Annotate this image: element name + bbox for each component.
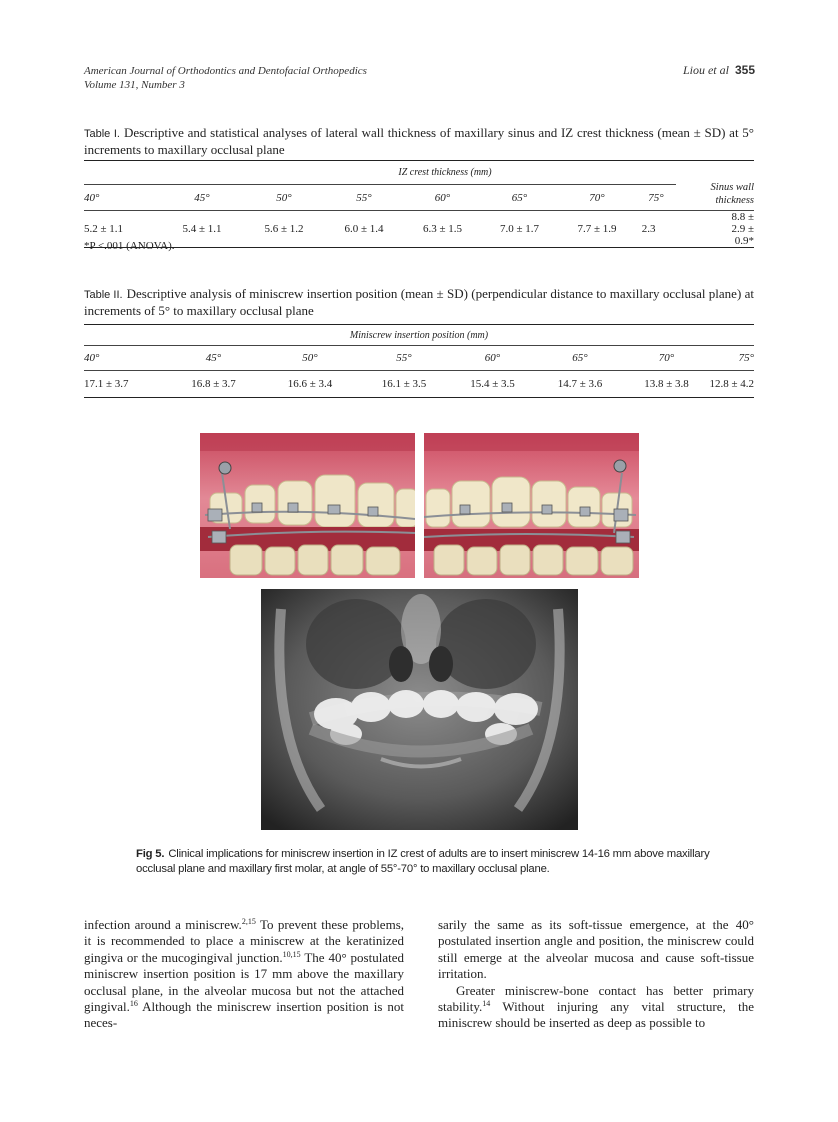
journal-title: American Journal of Orthodontics and Dentofacial Orthopedics — [84, 65, 367, 77]
table1-col-header: 70° — [558, 185, 636, 211]
table1-group-header: IZ crest thickness (mm) — [398, 167, 492, 178]
citation: 14 — [482, 999, 491, 1009]
text-span: To prevent these problems, it is recommended to place a miniscrew at the keratinized gingiva or the mucogingival junction. — [84, 917, 404, 965]
text-span: Without injuring any vital structure, the miniscrew should be inserted as deep as possible to — [438, 999, 754, 1031]
table2-cell: 16.8 ± 3.7 — [191, 378, 236, 390]
text-span: Although the miniscrew insertion position is not neces- — [84, 999, 404, 1031]
table1-sinus-header-line2: thickness — [715, 195, 754, 206]
table1-footnote: *P <.001 (ANOVA). — [84, 240, 175, 252]
figure5-label: Fig 5. — [136, 848, 165, 860]
body-column-right — [438, 917, 754, 1032]
table2-cell: 13.8 ± 3.8 — [644, 378, 689, 390]
table1-cell: 6.3 ± 1.5 — [422, 223, 463, 235]
body-column-left — [84, 917, 404, 1032]
table1-col-header: 60° — [404, 185, 481, 211]
citation: 2,15 — [241, 917, 256, 926]
intraoral-photo-left — [200, 433, 415, 578]
running-header-left — [84, 64, 367, 92]
author-running-head: Liou et al — [682, 63, 729, 77]
table1-sinus-header — [676, 161, 754, 211]
table1-sinus-cell — [636, 211, 754, 248]
table2-cell: 14.7 ± 3.6 — [557, 378, 603, 390]
text-span: infection around a miniscrew. — [84, 917, 242, 932]
table1-col-header: 45° — [160, 185, 244, 211]
table2-col-header: 70° — [624, 346, 709, 371]
table1-cell: 5.4 ± 1.1 — [182, 223, 222, 235]
table1-caption-text: Descriptive and statistical analyses of lateral wall thickness of maxillary sinus and IZ crest thickness (mean ± SD) at 5° increments to maxillary occlusal plane — [84, 125, 754, 157]
figure5-caption-text: Clinical implications for miniscrew insertion in IZ crest of adults are to insert miniscrew 14-16 mm above maxillary occlusal plane and maxillary first molar, at angle of 55°-70° to maxillary occlusal plane. — [136, 848, 710, 875]
table1-header-row — [84, 185, 754, 211]
table2-col-header: 55° — [359, 346, 449, 371]
citation: 10,15 — [282, 949, 301, 959]
table1-cell: 5.6 ± 1.2 — [264, 223, 304, 235]
table2-caption — [84, 286, 754, 319]
figure5-caption — [136, 847, 710, 877]
paragraph — [438, 983, 754, 1032]
table2-data-row — [84, 371, 754, 398]
table1-cell: 7.0 ± 1.7 — [499, 223, 540, 235]
journal-volume: Volume 131, Number 3 — [84, 79, 185, 91]
frontal-radiograph — [261, 589, 578, 830]
table2-cell: 16.1 ± 3.5 — [381, 378, 427, 390]
table2-col-header: 75° — [709, 346, 754, 371]
table2-cell: 17.1 ± 3.7 — [84, 378, 129, 390]
table2-col-header: 45° — [166, 346, 261, 371]
table1-col-header: 65° — [481, 185, 558, 211]
table1 — [84, 160, 754, 249]
table2-caption-text: Descriptive analysis of miniscrew insertion position (mean ± SD) (perpendicular distance to maxillary occlusal plane) at increments of 5° to maxillary occlusal plane — [84, 286, 754, 318]
table2-col-header: 40° — [84, 346, 166, 371]
table2-col-header: 50° — [261, 346, 359, 371]
table1-cell: 6.0 ± 1.4 — [344, 223, 384, 235]
intraoral-photo-right — [424, 433, 639, 578]
table2 — [84, 324, 754, 399]
table2-col-header: 65° — [536, 346, 624, 371]
table1-sinus-value: 2.9 ± 0.9* — [731, 223, 754, 247]
table2-header-row — [84, 346, 754, 371]
text-span: Greater miniscrew-bone contact has better primary stability. — [438, 982, 754, 1015]
table2-col-header: 60° — [449, 346, 536, 371]
page-number: 355 — [734, 63, 755, 77]
table1-col-header: 50° — [244, 185, 324, 211]
table1-col-header: 55° — [324, 185, 404, 211]
text-span: The 40° postulated miniscrew insertion position is 17 mm above the maxillary occlusal plane, in the alveolar mucosa but not the attached gingival. — [84, 949, 404, 1015]
table1-data-row — [84, 211, 754, 248]
table1-caption — [84, 125, 754, 158]
table2-cell: 15.4 ± 3.5 — [470, 378, 515, 390]
table1-cell-75: 8.8 ± 2.3 — [641, 211, 754, 235]
table1-cell: 5.2 ± 1.1 — [84, 223, 124, 235]
table1-col-header: 75° — [636, 185, 676, 211]
paragraph — [84, 917, 404, 1032]
table2-label: Table II. — [84, 289, 123, 301]
table2-group-header: Miniscrew insertion position (mm) — [349, 329, 489, 341]
citation: 16 — [129, 999, 138, 1009]
paragraph: sarily the same as its soft-tissue emergence, at the 40° postulated insertion angle and position, the miniscrew could still emerge at the alveolar mucosa and cause soft-tissue irritation. — [438, 917, 754, 982]
running-header-right — [683, 63, 755, 78]
table1-cell: 7.7 ± 1.9 — [577, 223, 617, 235]
table1-sinus-header-line1: Sinus wall — [710, 182, 754, 193]
table2-cell: 16.6 ± 3.4 — [287, 378, 333, 390]
table2-cell: 12.8 ± 4.2 — [709, 378, 754, 390]
table1-label: Table I. — [84, 128, 120, 140]
table1-col-header: 40° — [84, 185, 160, 211]
